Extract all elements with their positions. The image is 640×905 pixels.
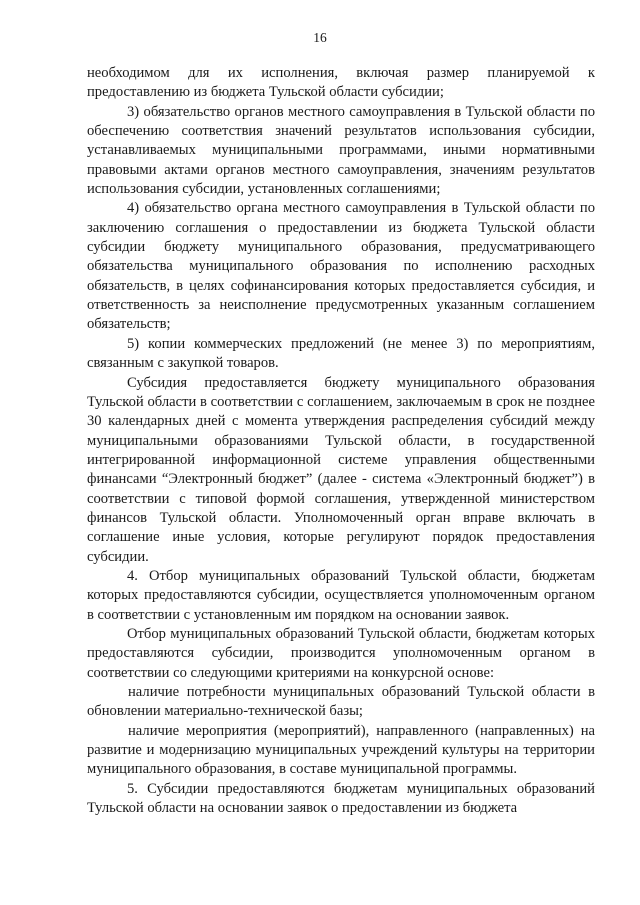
- document-body: [87, 64, 595, 818]
- paragraph-section-4: 4. Отбор муниципальных образований Тульской области, бюджетам которых предоставляются субсидии, осуществляется уполномоченным органом в соответствии с установленным им порядком на основании заявок.: [87, 567, 595, 623]
- paragraph-item-5: 5) копии коммерческих предложений (не менее 3) по мероприятиям, связанным с закупкой товаров.: [87, 335, 595, 372]
- paragraph-item-3: 3) обязательство органов местного самоуправления в Тульской области по обеспечению соответствия значений результатов использования субсидии, устанавливаемых муниципальными программами, иными нормативными правовыми актами органов местного самоуправления, значениям результатов использования субсидии, установленных соглашениями;: [87, 103, 595, 198]
- paragraph-criterion-1: наличие потребности муниципальных образований Тульской области в обновлении материально-технической базы;: [87, 684, 595, 720]
- paragraph-item-4: 4) обязательство органа местного самоуправления в Тульской области по заключению соглашения о предоставлении из бюджета Тульской области субсидии бюджету муниципального образования, предусматривающего обязательства муниципального образования по исполнению расходных обязательств, в целях софинансирования которых предоставляется субсидия, и ответственность за неисполнение предусмотренных указанным соглашением обязательств;: [87, 200, 595, 333]
- paragraph-subsidy-agreement: Субсидия предоставляется бюджету муниципального образования Тульской области в соответствии с соглашением, заключаемым в срок не позднее 30 календарных дней с момента утверждения распределения субсидий между муниципальными образованиями Тульской области, в государственной интегрированной информационной системе управления общественными финансами “Электронный бюджет” (далее - система «Электронный бюджет”) в соответствии с типовой формой соглашения, утвержденной министерством финансов Тульской области. Уполномоченный орган вправе включать в соглашение иные условия, которые регулируют порядок предоставления субсидии.: [87, 374, 595, 565]
- paragraph-selection-criteria: Отбор муниципальных образований Тульской области, бюджетам которых предоставляются субсидии, производится уполномоченным органом в соответствии со следующими критериями на конкурсной основе:: [87, 625, 595, 681]
- page-number: 16: [313, 30, 327, 45]
- paragraph-section-5: 5. Субсидии предоставляются бюджетам муниципальных образований Тульской области на основании заявок о предоставлении из бюджета: [87, 780, 595, 817]
- paragraph-continuation: необходимом для их исполнения, включая размер планируемой к предоставлению из бюджета Тульской области субсидии;: [87, 65, 595, 101]
- paragraph-criterion-2: наличие мероприятия (мероприятий), направленного (направленных) на развитие и модернизацию муниципальных учреждений культуры на территории муниципального образования, в составе муниципальной программы.: [87, 722, 595, 778]
